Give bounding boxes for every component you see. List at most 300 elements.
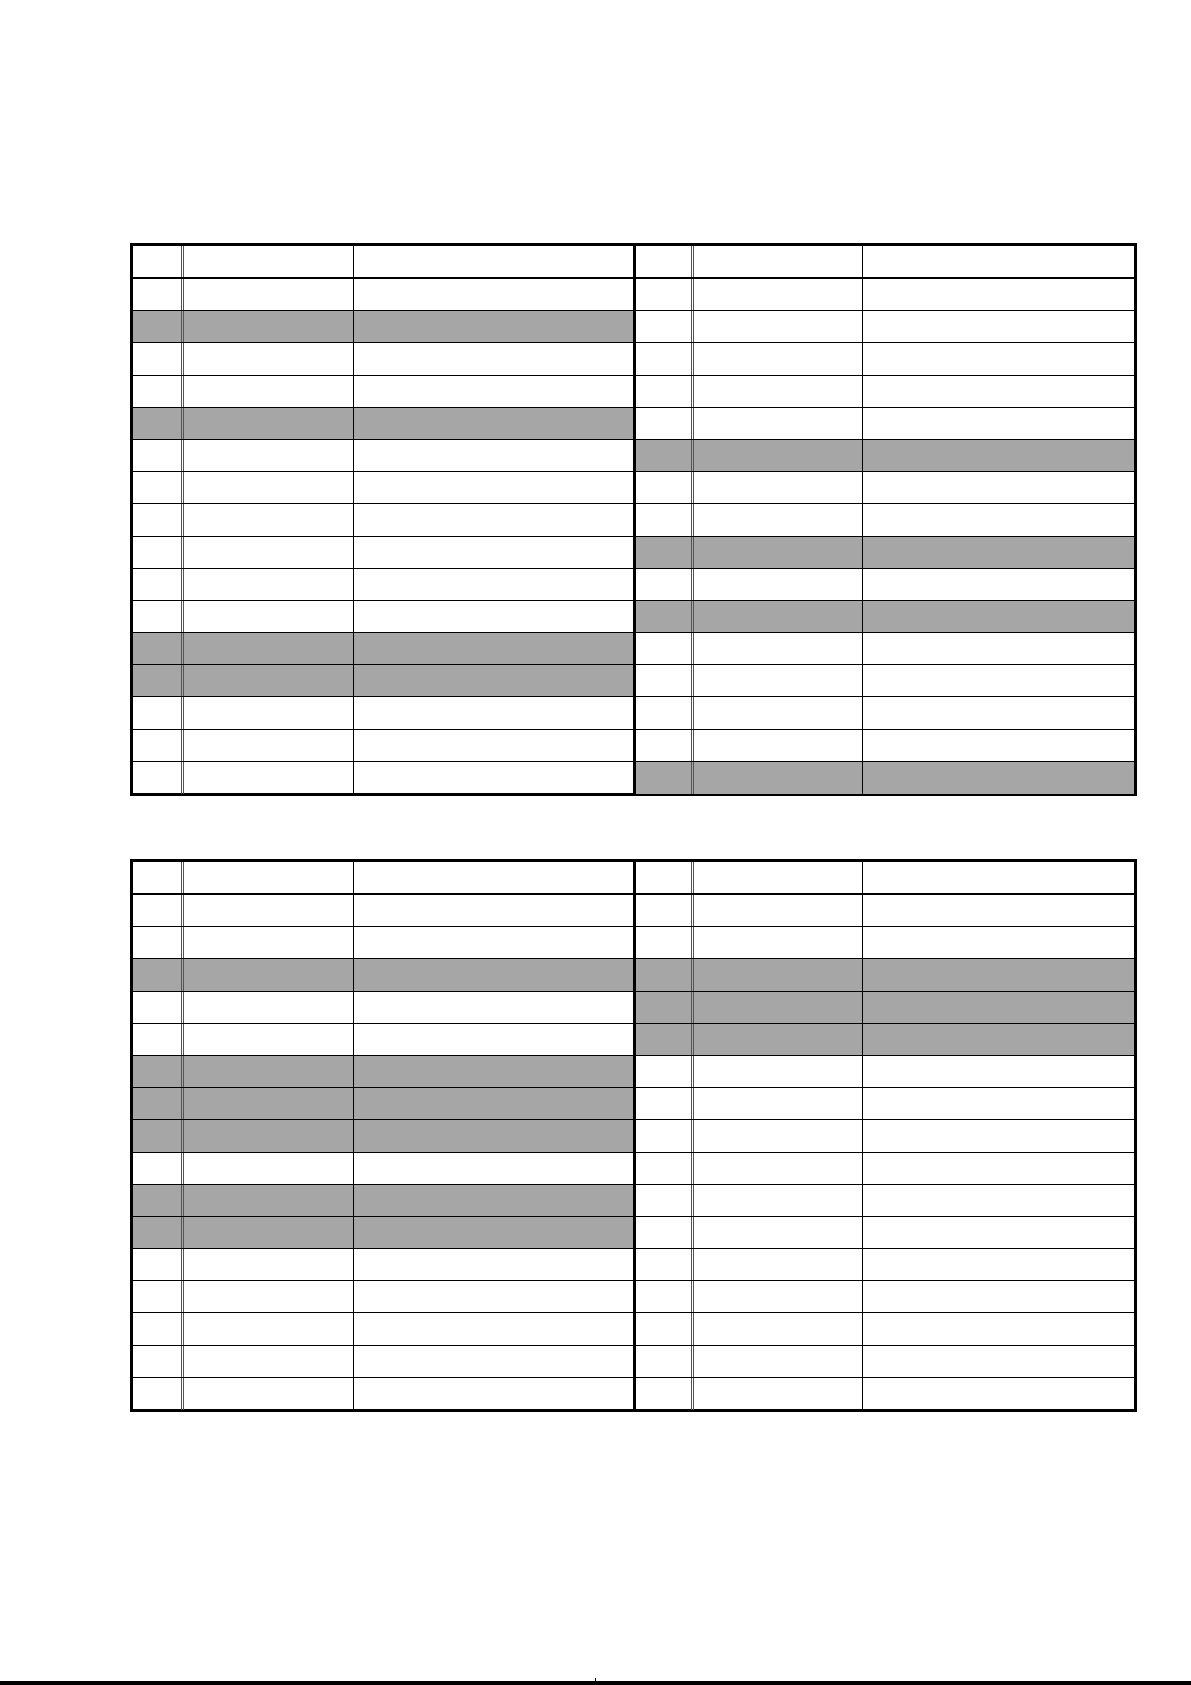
table-cell xyxy=(184,1346,354,1377)
table-cell xyxy=(636,311,694,342)
table-cell xyxy=(636,343,694,374)
left-half xyxy=(133,862,636,893)
table-cell xyxy=(863,601,1134,632)
table-cell xyxy=(694,665,863,696)
table-cell xyxy=(354,1185,633,1216)
table-cell xyxy=(133,601,184,632)
table-cell xyxy=(184,895,354,926)
table-row xyxy=(133,1120,1134,1152)
table-cell xyxy=(354,1120,633,1151)
table-cell xyxy=(863,762,1134,794)
table-cell xyxy=(133,1378,184,1410)
table-row xyxy=(133,1153,1134,1185)
table-cell xyxy=(694,376,863,407)
left-half xyxy=(133,633,636,664)
table-cell xyxy=(636,862,694,893)
table-row xyxy=(133,927,1134,959)
table-cell xyxy=(184,1281,354,1312)
table-cell xyxy=(694,440,863,471)
table-cell xyxy=(184,440,354,471)
table-cell xyxy=(354,895,633,926)
table-row xyxy=(133,1088,1134,1120)
table-row xyxy=(133,633,1134,665)
table-cell xyxy=(863,633,1134,664)
table-cell xyxy=(354,633,633,664)
right-half xyxy=(636,408,1134,439)
table-cell xyxy=(694,730,863,761)
right-half xyxy=(636,537,1134,568)
left-half xyxy=(133,730,636,761)
table-cell xyxy=(863,311,1134,342)
table-cell xyxy=(184,1088,354,1119)
table-cell xyxy=(133,1217,184,1248)
table-cell xyxy=(133,959,184,990)
table-row xyxy=(133,569,1134,601)
table-cell xyxy=(184,1024,354,1055)
right-half xyxy=(636,343,1134,374)
right-half xyxy=(636,440,1134,471)
table-cell xyxy=(636,895,694,926)
table-cell xyxy=(354,862,633,893)
right-half xyxy=(636,665,1134,696)
table-cell xyxy=(133,343,184,374)
table-cell xyxy=(694,697,863,728)
table-cell xyxy=(354,1346,633,1377)
left-half xyxy=(133,537,636,568)
table-cell xyxy=(636,1378,694,1410)
table-row xyxy=(133,992,1134,1024)
table-cell xyxy=(184,408,354,439)
right-half xyxy=(636,1056,1134,1087)
table-cell xyxy=(636,1056,694,1087)
table-cell xyxy=(636,992,694,1023)
right-half xyxy=(636,1249,1134,1280)
table-cell xyxy=(184,504,354,535)
table-cell xyxy=(184,569,354,600)
right-half xyxy=(636,472,1134,503)
table-cell xyxy=(636,927,694,958)
table-row xyxy=(133,504,1134,536)
table-cell xyxy=(863,279,1134,310)
table-cell xyxy=(863,959,1134,990)
right-half xyxy=(636,1185,1134,1216)
table-cell xyxy=(694,762,863,794)
table-cell xyxy=(694,1281,863,1312)
right-half xyxy=(636,1346,1134,1377)
bottom-rule-tick xyxy=(595,1678,596,1681)
table-cell xyxy=(694,1313,863,1344)
table-cell xyxy=(863,895,1134,926)
table-cell xyxy=(133,408,184,439)
left-half xyxy=(133,1249,636,1280)
table-row xyxy=(133,1056,1134,1088)
table-row xyxy=(133,665,1134,697)
table-cell xyxy=(863,1378,1134,1410)
left-half xyxy=(133,1088,636,1119)
table-cell xyxy=(184,472,354,503)
table-cell xyxy=(694,343,863,374)
table-cell xyxy=(133,1153,184,1184)
table-cell xyxy=(863,1346,1134,1377)
table-cell xyxy=(184,1120,354,1151)
table-cell xyxy=(636,665,694,696)
table-row xyxy=(133,959,1134,991)
left-half xyxy=(133,762,636,794)
table-cell xyxy=(133,1249,184,1280)
right-half xyxy=(636,376,1134,407)
table-cell xyxy=(694,504,863,535)
table-cell xyxy=(354,762,633,794)
table-cell xyxy=(133,1088,184,1119)
left-half xyxy=(133,1281,636,1312)
table-cell xyxy=(863,440,1134,471)
table-cell xyxy=(863,1024,1134,1055)
table-cell xyxy=(354,343,633,374)
table-cell xyxy=(133,537,184,568)
table-cell xyxy=(636,1024,694,1055)
table-cell xyxy=(694,1153,863,1184)
left-half xyxy=(133,1056,636,1087)
table-cell xyxy=(184,246,354,277)
table-cell xyxy=(354,1313,633,1344)
table-cell xyxy=(863,697,1134,728)
table-cell xyxy=(133,376,184,407)
table-cell xyxy=(354,408,633,439)
table-cell xyxy=(694,1120,863,1151)
right-half xyxy=(636,895,1134,926)
left-half xyxy=(133,246,636,277)
table-cell xyxy=(863,730,1134,761)
table-cell xyxy=(863,246,1134,277)
left-half xyxy=(133,569,636,600)
table-cell xyxy=(636,697,694,728)
left-half xyxy=(133,895,636,926)
table-cell xyxy=(863,1120,1134,1151)
right-half xyxy=(636,504,1134,535)
table-row xyxy=(133,730,1134,762)
table-row xyxy=(133,697,1134,729)
left-half xyxy=(133,927,636,958)
left-half xyxy=(133,992,636,1023)
table-row xyxy=(133,376,1134,408)
table-cell xyxy=(636,1346,694,1377)
left-half xyxy=(133,1024,636,1055)
table-cell xyxy=(863,569,1134,600)
left-half xyxy=(133,1185,636,1216)
table-cell xyxy=(694,1185,863,1216)
table-cell xyxy=(184,1378,354,1410)
table-cell xyxy=(133,1024,184,1055)
table-cell xyxy=(694,472,863,503)
table-cell xyxy=(863,992,1134,1023)
table-row xyxy=(133,1281,1134,1313)
table-cell xyxy=(354,569,633,600)
table-cell xyxy=(354,537,633,568)
table-cell xyxy=(694,862,863,893)
table-row xyxy=(133,311,1134,343)
table-cell xyxy=(184,537,354,568)
table-cell xyxy=(863,343,1134,374)
right-half xyxy=(636,1120,1134,1151)
left-half xyxy=(133,1120,636,1151)
table-cell xyxy=(354,311,633,342)
table-cell xyxy=(354,246,633,277)
table-cell xyxy=(354,279,633,310)
right-half xyxy=(636,246,1134,277)
table-cell xyxy=(694,1217,863,1248)
table-cell xyxy=(636,730,694,761)
right-half xyxy=(636,311,1134,342)
table-cell xyxy=(694,1346,863,1377)
left-half xyxy=(133,697,636,728)
table-cell xyxy=(354,730,633,761)
table-cell xyxy=(184,1056,354,1087)
right-half xyxy=(636,569,1134,600)
left-half xyxy=(133,1153,636,1184)
table-row xyxy=(133,343,1134,375)
table-cell xyxy=(184,665,354,696)
right-half xyxy=(636,1088,1134,1119)
table-cell xyxy=(184,959,354,990)
table-cell xyxy=(133,862,184,893)
left-half xyxy=(133,504,636,535)
table-cell xyxy=(133,633,184,664)
table-cell xyxy=(636,1249,694,1280)
right-half xyxy=(636,1217,1134,1248)
table-cell xyxy=(354,665,633,696)
table-cell xyxy=(636,1281,694,1312)
table-1 xyxy=(130,243,1137,796)
table-cell xyxy=(133,665,184,696)
left-half xyxy=(133,601,636,632)
table-cell xyxy=(184,697,354,728)
left-half xyxy=(133,440,636,471)
table-cell xyxy=(133,1313,184,1344)
table-cell xyxy=(354,959,633,990)
right-half xyxy=(636,992,1134,1023)
table-cell xyxy=(133,730,184,761)
table-cell xyxy=(694,1378,863,1410)
table-cell xyxy=(133,762,184,794)
table-row xyxy=(133,472,1134,504)
table-cell xyxy=(863,537,1134,568)
table-cell xyxy=(133,569,184,600)
table-cell xyxy=(636,408,694,439)
table-cell xyxy=(133,311,184,342)
bottom-rule xyxy=(0,1681,1191,1685)
table-cell xyxy=(354,1281,633,1312)
right-half xyxy=(636,1378,1134,1410)
left-half xyxy=(133,472,636,503)
table-cell xyxy=(863,1281,1134,1312)
table-cell xyxy=(354,1024,633,1055)
table-cell xyxy=(636,279,694,310)
table-cell xyxy=(694,537,863,568)
table-cell xyxy=(636,601,694,632)
table-cell xyxy=(184,862,354,893)
table-cell xyxy=(863,1153,1134,1184)
table-cell xyxy=(184,762,354,794)
right-half xyxy=(636,1313,1134,1344)
table-cell xyxy=(636,440,694,471)
right-half xyxy=(636,927,1134,958)
table-cell xyxy=(636,1120,694,1151)
table-cell xyxy=(133,440,184,471)
table-cell xyxy=(863,408,1134,439)
table-cell xyxy=(184,1249,354,1280)
table-cell xyxy=(694,1249,863,1280)
left-half xyxy=(133,343,636,374)
table-cell xyxy=(184,730,354,761)
table-row xyxy=(133,408,1134,440)
left-half xyxy=(133,311,636,342)
table-cell xyxy=(694,895,863,926)
left-half xyxy=(133,1217,636,1248)
table-cell xyxy=(354,376,633,407)
table-cell xyxy=(184,633,354,664)
table-cell xyxy=(354,697,633,728)
table-cell xyxy=(694,1024,863,1055)
table-row xyxy=(133,1185,1134,1217)
table-row xyxy=(133,279,1134,311)
table-cell xyxy=(133,1346,184,1377)
table-cell xyxy=(863,1217,1134,1248)
right-half xyxy=(636,633,1134,664)
table-cell xyxy=(863,1185,1134,1216)
table-cell xyxy=(694,279,863,310)
table-cell xyxy=(636,1185,694,1216)
table-cell xyxy=(354,1378,633,1410)
table-cell xyxy=(184,601,354,632)
table-row xyxy=(133,601,1134,633)
right-half xyxy=(636,762,1134,794)
table-header-row xyxy=(133,862,1134,895)
table-cell xyxy=(354,1056,633,1087)
table-2 xyxy=(130,859,1137,1412)
right-half xyxy=(636,279,1134,310)
table-cell xyxy=(636,504,694,535)
table-row xyxy=(133,1378,1134,1410)
left-half xyxy=(133,376,636,407)
right-half xyxy=(636,1024,1134,1055)
table-cell xyxy=(184,927,354,958)
table-cell xyxy=(184,343,354,374)
table-cell xyxy=(863,1249,1134,1280)
table-cell xyxy=(133,246,184,277)
right-half xyxy=(636,730,1134,761)
table-cell xyxy=(636,1088,694,1119)
right-half xyxy=(636,862,1134,893)
table-cell xyxy=(694,927,863,958)
table-cell xyxy=(694,959,863,990)
table-cell xyxy=(184,992,354,1023)
table-cell xyxy=(354,927,633,958)
table-cell xyxy=(694,601,863,632)
table-row xyxy=(133,1024,1134,1056)
right-half xyxy=(636,697,1134,728)
table-cell xyxy=(354,1088,633,1119)
table-cell xyxy=(184,311,354,342)
table-cell xyxy=(636,569,694,600)
table-cell xyxy=(354,1217,633,1248)
table-cell xyxy=(133,1185,184,1216)
table-row xyxy=(133,1313,1134,1345)
table-cell xyxy=(133,279,184,310)
table-cell xyxy=(133,927,184,958)
table-cell xyxy=(636,633,694,664)
left-half xyxy=(133,1346,636,1377)
table-cell xyxy=(133,992,184,1023)
table-cell xyxy=(863,862,1134,893)
table-cell xyxy=(354,1249,633,1280)
table-header-row xyxy=(133,246,1134,279)
table-cell xyxy=(694,1088,863,1119)
left-half xyxy=(133,279,636,310)
table-cell xyxy=(863,1088,1134,1119)
table-cell xyxy=(636,376,694,407)
table-cell xyxy=(354,504,633,535)
table-cell xyxy=(694,311,863,342)
table-cell xyxy=(863,1056,1134,1087)
table-cell xyxy=(184,1153,354,1184)
table-row xyxy=(133,537,1134,569)
table-cell xyxy=(354,992,633,1023)
table-cell xyxy=(636,1313,694,1344)
table-cell xyxy=(694,992,863,1023)
left-half xyxy=(133,959,636,990)
table-cell xyxy=(694,1056,863,1087)
table-cell xyxy=(636,537,694,568)
table-cell xyxy=(184,1185,354,1216)
right-half xyxy=(636,601,1134,632)
left-half xyxy=(133,408,636,439)
left-half xyxy=(133,1313,636,1344)
table-cell xyxy=(354,601,633,632)
table-cell xyxy=(354,1153,633,1184)
right-half xyxy=(636,959,1134,990)
table-cell xyxy=(133,472,184,503)
table-row xyxy=(133,762,1134,794)
table-cell xyxy=(354,472,633,503)
table-cell xyxy=(694,569,863,600)
table-cell xyxy=(133,895,184,926)
right-half xyxy=(636,1281,1134,1312)
right-half xyxy=(636,1153,1134,1184)
table-cell xyxy=(133,1120,184,1151)
table-row xyxy=(133,1217,1134,1249)
table-row xyxy=(133,1249,1134,1281)
table-cell xyxy=(863,927,1134,958)
table-cell xyxy=(184,1217,354,1248)
table-cell xyxy=(133,1056,184,1087)
table-cell xyxy=(133,1281,184,1312)
table-row xyxy=(133,895,1134,927)
table-row xyxy=(133,1346,1134,1378)
table-cell xyxy=(636,959,694,990)
table-cell xyxy=(863,504,1134,535)
table-cell xyxy=(694,408,863,439)
table-cell xyxy=(354,440,633,471)
table-cell xyxy=(863,1313,1134,1344)
table-cell xyxy=(636,1217,694,1248)
table-cell xyxy=(636,1153,694,1184)
table-cell xyxy=(133,697,184,728)
table-cell xyxy=(863,665,1134,696)
table-cell xyxy=(636,472,694,503)
table-cell xyxy=(863,472,1134,503)
table-cell xyxy=(184,279,354,310)
table-cell xyxy=(694,246,863,277)
